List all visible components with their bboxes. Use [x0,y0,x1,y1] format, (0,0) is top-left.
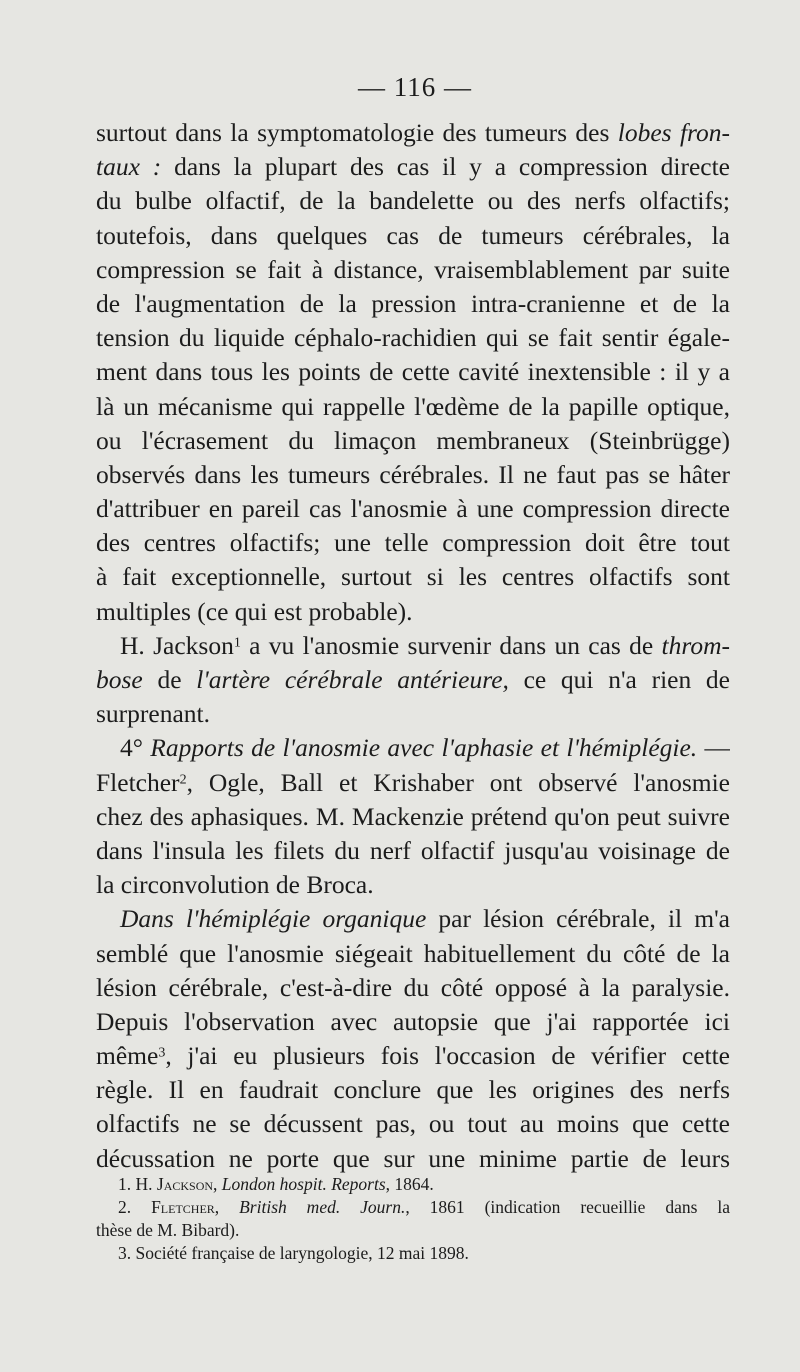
footnote-ref: 1 [233,635,241,651]
body-text [96,116,730,1176]
text-line: observés dans les tumeurs cérébrales. Il ne faut pas se hâter [96,459,730,489]
footnotes [96,1173,730,1265]
text-line: de l'augmentation de la pression intra-cranienne et de la [96,288,730,318]
footnote: 1. H. Jackson, London hospit. Reports, 1864. [118,1174,434,1194]
footnote-continuation: thèse de M. Bibard). [96,1220,240,1240]
text-line: Fletcher$^2$, Ogle, Ball et Krishaber ont observé l'anosmie [96,767,730,797]
footnote-ref: 3 [158,1045,166,1061]
text-line: ou l'écrasement du limaçon membraneux (Steinbrügge) [96,425,730,455]
text-line: multiples (ce qui est probable). [96,596,413,626]
text-line: compression se fait à distance, vraisemblablement par suite [96,254,730,284]
footnote-ref: 2 [179,771,187,787]
text-line: surprenant. [96,699,211,729]
text-line: du bulbe olfactif, de la bandelette ou des nerfs olfactifs; [96,186,730,216]
text-line: bose de l'artère cérébrale antérieure, ce qui n'a rien de [96,665,730,694]
text-line: semblé que l'anosmie siégeait habituellement du côté de la [96,938,730,968]
text-line: toutefois, dans quelques cas de tumeurs cérébrales, la [96,220,730,250]
text-line: Dans l'hémiplégie organique par lésion cérébrale, il m'a [120,904,730,934]
text-line: règle. Il en faudrait conclure que les origines des nerfs [96,1075,730,1105]
text-line: tension du liquide céphalo-rachidien qui se fait sentir égale- [96,323,730,353]
text-line: là un mécanisme qui rappelle l'œdème de la papille optique, [96,391,730,421]
text-line: taux : dans la plupart des cas il y a compression directe [96,152,730,182]
text-line: dans l'insula les filets du nerf olfactif jusqu'au voisinage de [96,835,730,865]
text-line: à fait exceptionnelle, surtout si les centres olfactifs sont [96,562,730,592]
text-line: olfactifs ne se décussent pas, ou tout au moins que cette [96,1109,730,1139]
text-line: même$^3$, j'ai eu plusieurs fois l'occasion de vérifier cette [96,1041,730,1071]
footnote: 3. Société française de laryngologie, 12 mai 1898. [118,1243,469,1263]
text-line: ment dans tous les points de cette cavité inextensible : il y a [96,357,730,387]
text-line: lésion cérébrale, c'est-à-dire du côté opposé à la paralysie. [96,972,730,1002]
text-line: Depuis l'observation avec autopsie que j'ai rapportée ici [96,1006,730,1036]
text-line: la circonvolution de Broca. [96,870,374,900]
text-line: des centres olfactifs; une telle compression doit être tout [96,528,730,558]
text-line: H. Jackson$^1$ a vu l'anosmie survenir dans un cas de throm- [120,630,730,660]
text-line: chez des aphasiques. M. Mackenzie prétend qu'on peut suivre [96,801,730,831]
section-heading: 4° Rapports de l'anosmie avec l'aphasie et l'hémiplégie. — [120,733,730,763]
text-line: d'attribuer en pareil cas l'anosmie à une compression directe [96,494,730,524]
page-number: — 116 — [358,72,472,102]
text-line: décussation ne porte que sur une minime partie de leurs [96,1143,730,1173]
footnote: 2. Fletcher, British med. Journ., 1861 (indication recueillie dans la [118,1197,730,1217]
text-line: surtout dans la symptomatologie des tumeurs des lobes fron- [96,118,730,147]
